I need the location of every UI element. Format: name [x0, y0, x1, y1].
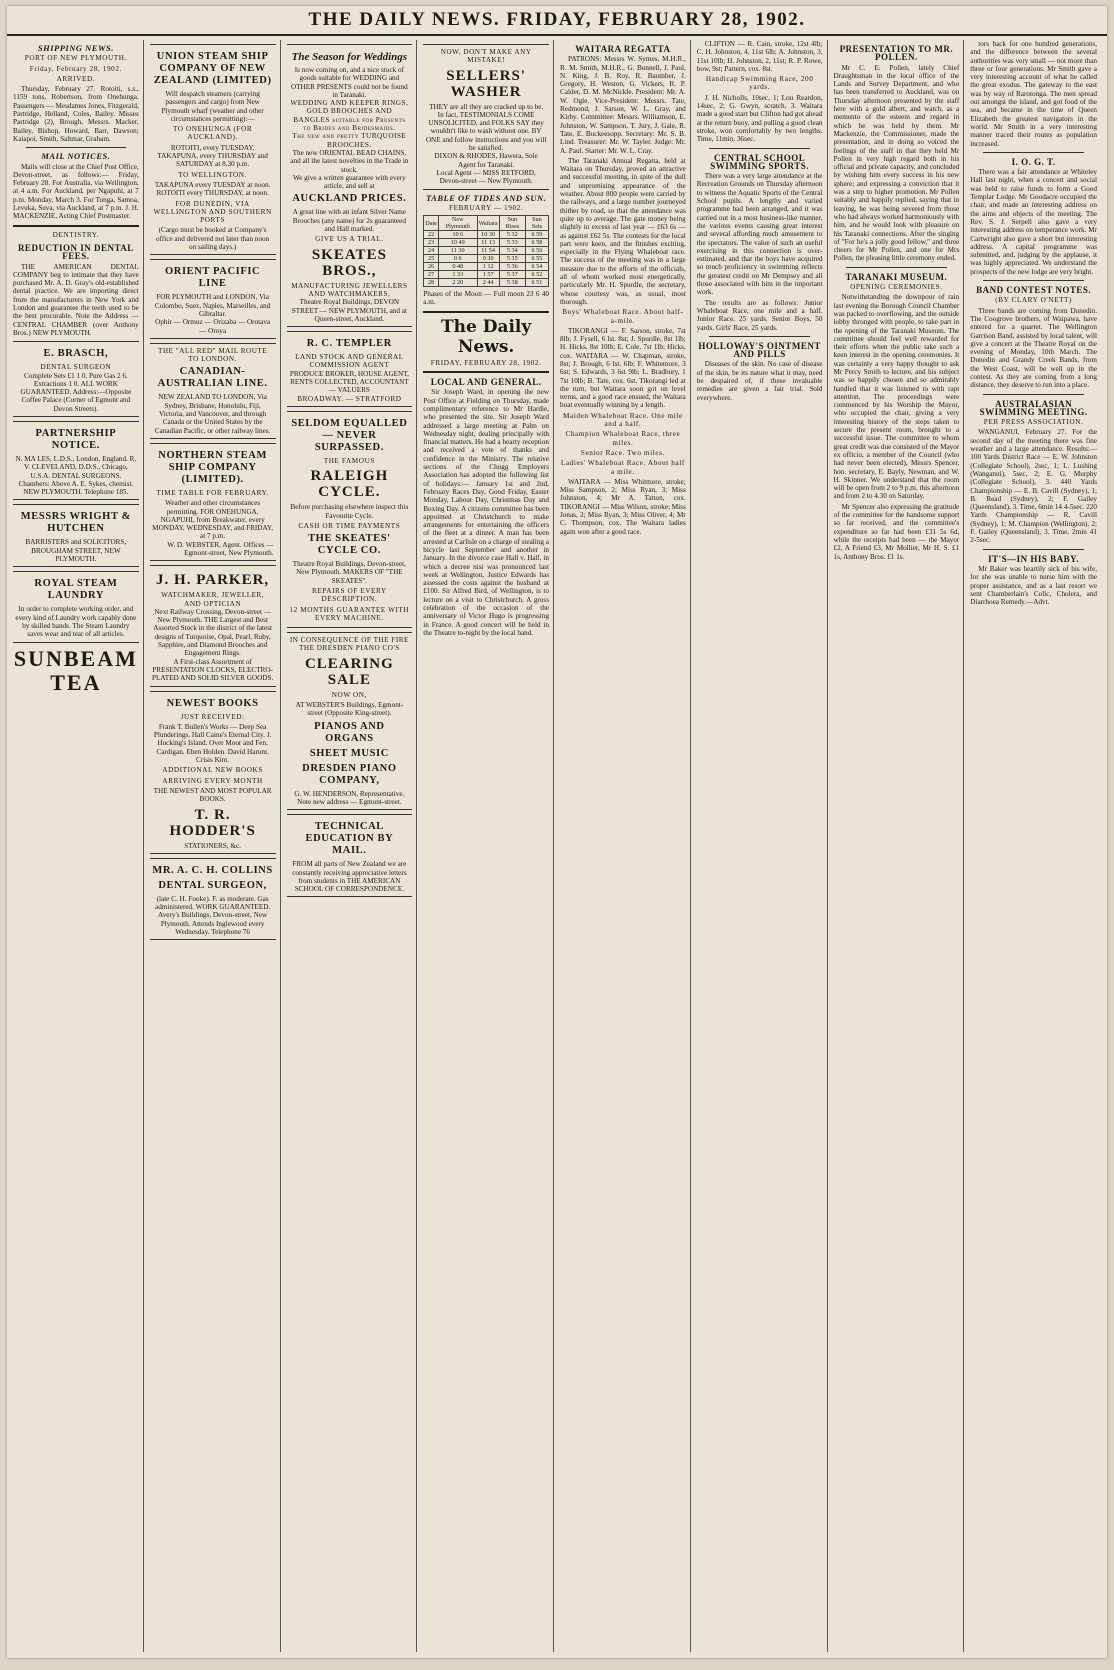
moon-phases: Phases of the Moon — Full moon 23 6 40 a.m. — [423, 290, 549, 307]
ointment-text: Diseases of the skin. No case of disease of the skin, be its nature what it may, need be despaired of, if these invaluable remedies are given a fair trial. Sold everywhere. — [696, 360, 823, 402]
table-row — [424, 247, 549, 255]
column-1 — [13, 40, 144, 1652]
tides-col-header: Waitara — [477, 216, 499, 231]
sellers-text: THEY are all they are cracked up to be. In fact, TESTIMONIALS COME UNSOLICITED, and FOLKS SAY they wouldn't like to wash without one. BY ONE and follow instructions and you will be satisfied. — [425, 102, 547, 153]
tides-col-header: New Plymouth — [438, 216, 477, 231]
parker-foot: A First-class Assortment of PRESENTATION CLOCKS, ELECTRO-PLATED AND SOLID SILVER GOODS. — [151, 657, 274, 683]
baby-ad-heading: IT'S—IN HIS BABY. — [988, 553, 1080, 564]
swimming-sports-heading: CENTRAL SCHOOL SWIMMING SPORTS. — [710, 152, 809, 171]
tides-col-header: Date — [424, 216, 439, 231]
keeper-rings: WEDDING AND KEEPER RINGS, GOLD BROOCHES AND BANGLES suitable for Presents to Brides and Bridesmaids. — [290, 99, 409, 133]
divider — [983, 549, 1084, 550]
divider — [983, 394, 1084, 395]
brasch-name: E. BRASCH, — [43, 348, 109, 360]
partnership-text: N. MA LES, L.D.S., London, England. R. V. CLEVELAND, D.D.S., Chicago, U.S.A. DENTAL SURGEONS. Chambers: Above A. E. Sykes, chemist. NEW PLYMOUTH. Telephone 185. — [15, 454, 137, 497]
table-cell: 6 58 — [525, 239, 548, 247]
watches-text: A great line with an infant Silver Name Brooches (any name) for 2s guaranteed and Hall marked. — [292, 208, 406, 234]
table-cell: 10 49 — [438, 239, 477, 247]
swimming-results: The results are as follows: Junior Whaleboat Race, one mile and a half. Junior Race, 25 yards. Senior Boys, 50 yards. Girls' Race, 25 yards. — [696, 298, 823, 332]
regatta-report: The Taranaki Annual Regatta, held at Waitara on Thursday, proved an attractive and successful meeting, in spite of the dull and unpromising appearance of the weather. About 800 people were carried by the railways, and a large number journeyed thither by road, so that the attendance was quite up to average. The gate money being slightly in excess of last year — £63 6s — as against £62 5s. The contests for the local part were keen, and the finishes exciting, especially in the Flying Whaleboat race. The success of the meeting was in a large measure due to the efforts of the officials, all of whom worked most energetically, particularly Mr. H. Spurdle, the secretary, whose courtesy was, as usual, most thorough. — [560, 156, 686, 306]
union-text: Will despatch steamers (carrying passengers and cargo) from New Plymouth wharf (weather and other circumstances permitting):— — [161, 90, 264, 123]
handicap-heading: Handicap Swimming Race, 200 yards. — [705, 75, 814, 92]
turquoise-text: The new ORIENTAL BEAD CHAINS, and all the latest novelties in the Trade in stock. — [290, 148, 409, 174]
divider — [983, 280, 1084, 281]
mail-notices-text: Mails will close at the Chief Post Office, Devon-street, as follows:— Friday, February 28. For Australia, via Wellington, at 4 a.m. For Auckland, per Ngapuhi, at 7 p.m. Monday, March 3. For Tonga, Samoa, Levuka, Suva, via Auckland, at 7 p.m. J. H. MACKENZIE, Acting Chief Postmaster. — [13, 162, 139, 221]
tides-heading: TABLE OF TIDES AND SUN. — [425, 192, 547, 203]
sunbeam-tea-ad: SUNBEAM TEA — [13, 645, 138, 695]
turquoise-heading: The new and pretty TURQUOISE BROOCHES. — [292, 132, 407, 149]
port-heading: PORT OF NEW PLYMOUTH. — [24, 54, 127, 63]
table-row — [424, 263, 549, 271]
books-heading: NEWEST BOOKS — [166, 697, 259, 709]
table-cell: 6 56 — [525, 247, 548, 255]
daily-news-date: FRIDAY, FEBRUARY 28, 1902. — [430, 358, 542, 367]
local-general-text: Sir Joseph Ward, in opening the new Post Office at Fielding on Thursday, made complimentary reference to Mr Hardie, who presented the site. Sir Joseph Ward addressed a large meeting at Palm on Wednesday night, dealing principally with financial matters. He had a hearty reception and received a vote of thanks and confidence in the Ministry. The relative sections of the Chugg Employers Association has adopted the following list of holidays:— January 1st and 2nd, February Races Day, Good Friday, Easter Monday, Labour Day, Christmas Day and Boxing Day. A citizens committee has been appointed at Christchurch to make arrangements for entertaining the officers of the fleet at a dinner. A man has been arrested at Carlisle on a charge of stealing a bicycle last September and another in January. In the divorce case Hall v. Hall, in which a decree nisi was pronounced last week at Wellington, Justice Edwards has assessed the costs against the husband at £100. Sir Alfred Bird, of Wellington, is to lecture on a visit to Christchurch. A gross celebration of the occasion of the anniversary of Victor Hugo is progressing in France. A good concert will be held in the Theatre to-night by the local band. — [423, 388, 549, 637]
wellington-text: TAKAPUNA every TUESDAY at noon. ROTOITI every THURSDAY, at noon. — [154, 180, 271, 198]
trial-text: GIVE US A TRIAL. — [315, 235, 384, 244]
tides-table — [423, 215, 549, 287]
table-cell: 5 35 — [499, 255, 525, 263]
orient-pacific-ad — [150, 259, 276, 338]
column-6 — [697, 40, 828, 1652]
shipping-news-heading: SHIPPING NEWS. — [37, 43, 114, 53]
pollen-text: Mr C. E. Pollen, lately Chief Draughtsman in the local office of the Lands and Survey Department, and who has been transferred to Auckland, was on Thursday afternoon presented by the staff here with a gold albert, and watch, as a memento of the esteem and regard in which he was held by them. Mr Mackenzie, the Commissioner, made the presentation, and in doing so voiced the feelings of the staff in that they held Mr Pollen in very high regard both in his official and private capacity, and concluded by wishing him every success in his new sphere; and expressing a conviction that it was a step to higher promotion. Mr Pollen suitably and happily replied, saying that in leaving, he was being severed from those who had always worked harmoniously with him, and he would look with pleasure on his Taranaki connections. After the singing of "For he's a jolly good fellow," and three cheers for Mr Pollen, and one for Mrs Pollen, the pleasing little ceremony ended. — [833, 63, 960, 263]
museum-continued: tors back for one hundred generations, and the difference between the several authorities was very small — not more than three or four generations. Mr Smith gave a very interesting account of what he called the great exodus. The gateway to the east was by way of Rarotonga. The men spread out amongst the island, and got food of the sea, and became in the time of Queen Elizabeth the greatest navigators in the world. Mr Smith in a very interesting manner traced their routes as population increased. — [970, 40, 1097, 148]
regatta-heading: WAITARA REGATTA — [575, 44, 671, 54]
table-row — [424, 279, 549, 287]
cash-line: CASH OR TIME PAYMENTS — [298, 521, 401, 530]
raleigh-text: Before purchasing elsewhere inspect this Favourite Cycle. — [290, 503, 409, 520]
table-row — [424, 239, 549, 247]
band-contest-heading: BAND CONTEST NOTES. — [976, 285, 1092, 296]
column-3 — [287, 40, 418, 1652]
handicap-results: J. H. Nicholls, 10sec, 1; Lou Reardon, 14sec, 2; G. Gwyn, scratch, 3. Waitara made a good start but Clifton had got ahead at the return buoy, and pulling a good clean stroke, won comfortably by two lengths. Time, 11min. 36sec. — [696, 93, 823, 144]
table-cell: 6 51 — [525, 279, 548, 287]
table-cell: 2 20 — [438, 279, 477, 287]
museum-foot: Mr Spencer also expressing the gratitude of the committee for the handsome support so far received, and the committee's expenditure so far had been £31 5s 6d, while the receipts had been — the Mayor £2, A Friend £3, Mr Mollier, Mr H. S. £1 1s, Anthony Bros. £1 1s. — [833, 502, 960, 561]
tides-col-header: Sun Rises — [499, 216, 525, 231]
museum-text: Notwithstanding the downpour of rain last evening the Borough Council Chamber was packed to overflowing, and the outside lobby thronged with people, to take part in the opening of the Taranaki Museum. The committee should feel well rewarded for their efforts when the public take such a keen interest in the opening ceremonies. It was certainly a very happy thought to ask Mr Percy Smith to lecture, and his subject was so happily chosen and so admirably handled that it was listened to with rapt attention. The proceedings were commenced by his Worship the Mayor, who occupied the chair, giving a very interesting history of the steps taken to secure the present room, brought to a successful issue. The committee to whom great credit was due consisted of the Mayor ex officio, a member of the Council (who had never been elected), Messrs Spencer, hon. secretary, E. Bayly, Newman, and W. H. Skinner. We understand that the room will be open from 2 to 9 p.m. this afternoon and from 2 to 4.30 on Saturday. — [833, 293, 960, 501]
table-cell: 24 — [424, 247, 439, 255]
pacific-heading: ORIENT PACIFIC LINE — [165, 266, 261, 290]
northern-heading: NORTHERN STEAM SHIP COMPANY (LIMITED). — [158, 449, 267, 485]
canadian-text: NEW ZEALAND TO LONDON, Via Sydney, Brisbane, Honolulu, Fiji, Victoria, and Vancouver, and through Canada or the United States by the Canadian Pacific, or other railway lines. — [154, 393, 271, 435]
boys-race-results: TIKORANGI — F. Sarson, stroke, 7st 8lb; J. Fysell, 6 lst. 8st; J. Spurdle, 8st 1lb; H. Hicks, 8st 10lb; E. Cole, 7st 1lb; Hicks, cox. WAITARA — W. Chapman, stroke, 8st; J. Brough, 6 lst. 6lb; F. Whitemore, 3 6st; S. Edwards, 3 6st 9lb; L. Bradbury, 1 7st 10lb; B. Tate, cox. 6st. Tikorangi led at the turn, but Waitara soon got on level terms, and a good race ensued, the Waitara boat eventually winning by a length. — [560, 326, 686, 410]
parker-text: Next Railway Crossing, Devon-street — New Plymouth. THE Largest and Best Assorted Stock in the district of the latest designs of Turquoise, Opal, Pearl, Ruby, Sapphire, and Diamond Brooches and Engagement Rings. — [153, 607, 273, 658]
hodder-name: T. R. HODDER'S — [169, 806, 256, 839]
parker-name: J. H. PARKER, — [156, 572, 270, 589]
partnership-heading: PARTNERSHIP NOTICE. — [35, 427, 117, 451]
table-cell: 22 — [424, 231, 439, 239]
weddings-text: Is now coming on, and a nice stock of goods suitable for WEDDING and OTHER PRESENTS could not be found in Taranaki. — [290, 66, 408, 99]
clearing-sale: CLEARING SALE — [304, 655, 394, 688]
now-on: NOW ON, — [331, 690, 367, 699]
dresden-company: DRESDEN PIANO COMPANY, — [302, 762, 397, 786]
templer-text: PRODUCE BROKER, HOUSE AGENT, RENTS COLLECTED, ACCOUNTANT — VALUERS — [289, 369, 409, 395]
table-cell: 1 12 — [477, 263, 499, 271]
brasch-ad — [13, 341, 139, 417]
clifton-crew: CLIFTON — R. Cain, stroke, 12st 4lb; C. H. Johnston, 4, 11st 6lb; A. Johnston, 3, 11st 10lb; H. Johnston, 2, 11st; R. P. Rowe, bow, 9st; Pattern, cox. 8st. — [696, 40, 823, 73]
table-cell: 0 30 — [477, 255, 499, 263]
weddings-heading: The Season for Weddings — [291, 51, 408, 63]
brasch-sub: DENTAL SURGEON — [40, 363, 112, 372]
parker-ad — [150, 565, 276, 686]
table-cell: 23 — [424, 239, 439, 247]
table-cell: 5 32 — [499, 231, 525, 239]
iogt-text: There was a fair attendance at Whiteley Hall last night, when a concert and social was held to raise funds to form a Good Templar Lodge. Mr Goodacre occupied the chair, and made an interesting address on the aims and objects of the meeting. The Rev. S. J. Serpell also gave a very interesting address on temperance work. Mr Cartwright also gave a short but interesting address. A capital programme was submitted, and, judging by the applause, it was highly appreciated. We understand the prospects of the new lodge are very bright. — [970, 168, 1097, 276]
books-text: Frank T. Bullen's Works — Deep Sea Plunderings. Hall Caine's Eternal City. J. Hocking's Island. Over Moor and Fen. Cardigan. Eben Holden. David Harum. Crisis Kim. — [153, 722, 272, 765]
table-cell: 5 37 — [499, 271, 525, 279]
dixon-line: DIXON & RHODES, Hawera, Sole Agent for Taranaki. — [434, 152, 538, 169]
sellers-heading: SELLERS' WASHER — [446, 67, 526, 100]
divider — [26, 147, 127, 148]
skeates-cycle-heading: THE SKEATES' CYCLE CO. — [308, 533, 391, 557]
templer-name: R. C. TEMPLER — [306, 338, 392, 350]
dunedin-text: (Cargo must be booked at Company's office and delivered not later than noon on sailing days.) — [156, 226, 270, 252]
divider — [983, 152, 1084, 153]
tides-col-header: Sun Sets — [525, 216, 548, 231]
pacific-rows: Ophir — Ormuz — Orizaba — Orotava — Oroya — [155, 318, 271, 335]
table-cell: 26 — [424, 263, 439, 271]
table-cell: 6 54 — [525, 263, 548, 271]
local-general-heading: LOCAL AND GENERAL. — [430, 377, 542, 388]
arriving-text: THE NEWEST AND MOST POPULAR BOOKS. — [153, 786, 272, 804]
iogt-heading: I. O. G. T. — [1011, 156, 1056, 167]
table-cell: 0 48 — [438, 263, 477, 271]
collins-ad — [150, 858, 276, 940]
column-2 — [150, 40, 281, 1652]
dresden-lead: IN CONSEQUENCE OF THE FIRE THE DRESDEN PIANO CO'S — [289, 636, 409, 653]
auckland-prices: AUCKLAND PRICES. — [292, 193, 407, 205]
skeates-sub: MANUFACTURING JEWELLERS AND WATCHMAKERS, — [291, 281, 408, 298]
maiden-race-heading: Maiden Whaleboat Race. One mile and a half. — [563, 411, 683, 429]
famous-line: THE FAMOUS — [323, 456, 375, 465]
table-cell: 11 30 — [438, 247, 477, 255]
collins-text: (late C. H. Fooke). F. as moderate. Gas administered. WORK GUARANTEED. Avery's Buildings, Devon-street, New Plymouth. Attends Inglewood every Wednesday. Telephone 76 — [155, 894, 271, 936]
books-ad — [150, 691, 276, 854]
hodder-sub: STATIONERS, &c. — [184, 841, 241, 850]
table-cell: 10 6 — [438, 231, 477, 239]
table-cell: 0 6 — [438, 255, 477, 263]
ladies-race-heading: Ladies' Whaleboat Race. About half a mile. — [560, 459, 685, 476]
repairs-line: REPAIRS OF EVERY DESCRIPTION. — [311, 586, 387, 604]
museum-subheading: OPENING CEREMONIES. — [850, 283, 943, 292]
table-cell: 6 52 — [525, 271, 548, 279]
masthead: THE DAILY NEWS. FRIDAY, FEBRUARY 28, 1902. — [7, 6, 1107, 36]
baby-ad-text: Mr Baker was heartily sick of his wife, for she was unable to nurse him with the proper assistance, and as a last resort we sent Chamberlain's Colic, Cholera, and Diarrhoea Remedy.—Advt. — [970, 564, 1097, 607]
northern-sub: TIME TABLE FOR FEBRUARY. — [156, 488, 269, 497]
swimming-meeting-sub: PER PRESS ASSOCIATION. — [983, 418, 1084, 427]
skeates-name: SKEATES BROS., — [311, 246, 387, 279]
skeates-text: Theatre Royal Buildings, DEVON STREET — NEW PLYMOUTH, and at Queen-street, Auckland. — [291, 298, 407, 323]
guarantee-line: 12 MONTHS GUARANTEE WITH EVERY MACHINE. — [289, 605, 410, 622]
divider — [423, 311, 549, 313]
table-cell: 6 59 — [525, 231, 548, 239]
dentistry-text: THE AMERICAN DENTAL COMPANY beg to intimate that they have purchased Mr. A. D. Gray's old-established dental practice. We are importing direct from the manufacturers in New York and London and guarantee the teeth used to be the best procurable. Note the Address — CENTRAL CHAMBER (over Anthony Bros.) NEW PLYMOUTH. — [13, 262, 139, 337]
wellington-heading: TO WELLINGTON. — [178, 170, 247, 179]
arrived-heading: ARRIVED. — [56, 74, 96, 83]
mail-notices-heading: MAIL NOTICES. — [41, 151, 111, 162]
table-cell: 27 — [424, 271, 439, 279]
arriving-heading: ARRIVING EVERY MONTH — [162, 776, 263, 785]
champion-race-heading: Champion Whaleboat Race, three miles. — [565, 430, 681, 447]
table-cell: 5 38 — [499, 279, 525, 287]
table-cell: 5 33 — [499, 239, 525, 247]
regatta-officials: PATRONS: Messrs W. Symes, M.H.R., R. M. Smith, M.H.R., G. Bunnell, J. Paul, N. King, J. B. Roy, R. Baumber, J. Gregory, H. Weston, G. Vickers, R. P. Calder, D. M. McNickle. President: Mr. A. W. Ogle. Vice-President: Messrs. Tate, Redmond, J. Sarson, W. L. Gray, and Kirby. Committee: Messrs. Williamson, E. Johnston, W. Sampson, T. Jury, J. Gale, R. Tate, E. Buckeesopp. Secretary: Mr. S. B. Lind. Treasurer: Mr. W. Tayler. Judge: Mr. A. Paul. Starter: Mr. W. L. Cray. — [560, 55, 686, 155]
northern-text: Weather and other circumstances permitting. FOR ONEHUNGA. NGAPUHI, from Breakwater, every MONDAY, WEDNESDAY, and FRIDAY, at 7 p.m. — [152, 499, 274, 541]
table-cell: 1 57 — [477, 271, 499, 279]
wright-text: BARRISTERS and SOLICITORS, BROUGHAM STREET, NEW PLYMOUTH. — [25, 538, 127, 564]
table-cell: 11 54 — [477, 247, 499, 255]
table-cell: 2 44 — [477, 279, 499, 287]
technical-ad — [287, 814, 413, 897]
canadian-ad — [150, 343, 276, 439]
dentistry-heading: DENTISTRY. — [52, 230, 100, 239]
laundry-heading: ROYAL STEAM LAUNDRY — [34, 578, 118, 602]
laundry-ad — [13, 571, 139, 642]
onehunga-heading: TO ONEHUNGA (FOR AUCKLAND). — [172, 125, 253, 142]
dresden-ad — [287, 632, 413, 810]
daily-news-nameplate: The Daily News. — [440, 316, 532, 357]
collins-sub: DENTAL SURGEON, — [158, 879, 267, 891]
museum-heading: TARANAKI MUSEUM. — [845, 271, 948, 282]
collins-name: MR. A. C. H. COLLINS — [152, 864, 273, 876]
dresden-agent: G. W. HENDERSON, Representative. Note new address — Egmont-street. — [294, 789, 405, 806]
sellers-lead: NOW, DON'T MAKE ANY MISTAKE! — [440, 48, 532, 65]
additional-books-heading: ADDITIONAL NEW BOOKS — [162, 766, 263, 775]
union-steamship-ad — [150, 44, 276, 255]
dunedin-heading: FOR DUNEDIN, VIA WELLINGTON AND SOUTHERN PORTS — [153, 199, 272, 225]
column-7 — [834, 40, 965, 1652]
senior-race-heading: Senior Race. Two miles. — [580, 448, 665, 457]
templer-ad — [287, 331, 413, 407]
date-line: Friday, February 28, 1902. — [29, 64, 122, 73]
guarantee-text: We give a written guarantee with every article, and sell at — [292, 173, 406, 191]
northern-ad — [150, 443, 276, 561]
broadway-line: BROADWAY. — STRATFORD — [297, 394, 402, 403]
ointment-heading: HOLLOWAY'S OINTMENT AND PILLS — [698, 340, 821, 360]
dentistry-subheading: REDUCTION IN DENTAL FEES. — [17, 242, 134, 262]
table-cell: 11 13 — [477, 239, 499, 247]
table-row — [424, 271, 549, 279]
dresden-text: AT WEBSTER'S Buildings, Egmont-street (Opposite King-street). — [295, 701, 404, 718]
table-cell: 10 30 — [477, 231, 499, 239]
divider — [423, 371, 549, 373]
divider — [846, 267, 947, 268]
tides-subheading: FEBRUARY — 1902. — [449, 203, 524, 212]
pacific-text: FOR PLYMOUTH and LONDON, Via Colombo, Suez, Naples, Marseilles, and Gibraltar. — [154, 293, 271, 318]
table-row — [424, 231, 549, 239]
table-cell: 28 — [424, 279, 439, 287]
parker-sub: WATCHMAKER, JEWELLER, AND OPTICIAN — [161, 591, 265, 608]
raleigh-ad — [287, 411, 413, 628]
skeates-cycle-text: Theatre Royal Buildings, Devon-street, New Plymouth. MAKERS OF "THE SKEATES". — [292, 560, 406, 585]
wright-ad — [13, 504, 139, 567]
columns-grid — [13, 40, 1101, 1652]
wright-heading: MESSRS WRIGHT & HUTCHEN — [20, 511, 131, 535]
canadian-heading: CANADIAN-AUSTRALIAN LINE. — [157, 366, 268, 390]
tides-header-row — [424, 216, 549, 231]
band-contest-text: Three bands are coming from Dunedin. The Coogrove brothers, of Waipawa, have entered for a quartet. The Wellington Garrison Band, assisted by local talent, will give a concert at the Theatre Royal on the evening of Monday, 10th March. The Dunedin and Grandy Creek Bands, from the West Coast, will be well up in the contest. As they are coming from a long distance, they deserve to run into a place. — [970, 306, 1097, 390]
table-cell: 5 36 — [499, 263, 525, 271]
column-8 — [970, 40, 1101, 1652]
ladies-race-results: WAITARA — Miss Whitmore, stroke; Miss Sampson, 2; Miss Ryan, 3; Miss Johnston, 4; Mr A. Tatton, cox. TIKORANGI — Miss Wilson, stroke; Miss Jonas, 2; Miss Ryan, 3; Miss Oliver, 4; Mr C. Thompson, cox. The Waitara ladies again won after a good race. — [560, 477, 686, 536]
arrived-text: Thursday, February 27. Rotoiti, s.s., 1159 tons, Robertson, from Onehunga. Passengers — Mesdames Jones, Fitzgerald, Partridge, Helland, Coles, Bailey. Misses Partridge (2), Brough, Messrs. Macker, Bailey, Bishop, Howard, Barr, Dawson; Kaiapoi, Smith, Saltmar, Graham. — [13, 85, 139, 143]
swimming-sports-text: There was a very large attendance at the Recreation Grounds on Thursday afternoon to witness the Aquatic Sports of the Central School pupils. A lengthy and varied programme had been arranged, and it was carried out in a most business-like manner, the various events causing great interest and several affording much amusement to the spectators. The value of such an useful exercising in this connection is over-estimated, and that the boys have acquired so much proficiency in swimming reflects the greatest credit on Mr Dempsey and all those associated with him in the important work. — [696, 172, 823, 297]
swimming-meeting-heading: AUSTRALASIAN SWIMMING MEETING. — [979, 398, 1088, 417]
table-row — [424, 255, 549, 263]
column-4 — [423, 40, 554, 1652]
raleigh-heading: RALEIGH CYCLE. — [310, 468, 389, 501]
table-cell: 6 55 — [525, 255, 548, 263]
onehunga-text: ROTOITI, every TUESDAY. TAKAPUNA, every THURSDAY and SATURDAY at 8.30 p.m. — [157, 143, 268, 169]
table-cell: 1 33 — [438, 271, 477, 279]
allred-heading: THE "ALL RED" MAIL ROUTE TO LONDON. — [158, 346, 268, 364]
divider — [709, 336, 810, 337]
local-agent-line: Local Agent — MISS RETFORD, Devon-street — New Plymouth. — [436, 168, 536, 186]
divider — [13, 225, 139, 227]
boys-race-heading: Boys' Whaleboat Race. About half-a-mile. — [562, 308, 684, 325]
column-5 — [560, 40, 691, 1652]
union-heading: UNION STEAM SHIP COMPANY OF NEW ZEALAND (LIMITED) — [153, 51, 272, 86]
technical-text: FROM all parts of New Zealand we are constantly receiving appreciative letters from students in THE AMERICAN SCHOOL OF CORRESPONDENCE. — [292, 860, 407, 894]
table-cell: 25 — [424, 255, 439, 263]
partnership-ad — [13, 421, 139, 500]
sheet-music-heading: SHEET MUSIC — [309, 747, 389, 759]
technical-heading: TECHNICAL EDUCATION BY MAIL. — [305, 821, 394, 857]
newspaper-page — [7, 6, 1107, 1658]
brasch-text: Complete Sets £1 1 0. Pure Gas 2 6. Extractions 1 0. ALL WORK GUARANTEED. Address:—Opposite Coffee Palace (Corner of Egmont and Devon Streets). — [20, 371, 132, 413]
weddings-ad — [287, 44, 413, 327]
seldom-line: SELDOM EQUALLED — NEVER SURPASSED. — [291, 417, 408, 453]
northern-agent: W. D. WEBSTER, Agent. Offices — Egmont-street, New Plymouth. — [167, 540, 274, 557]
swimming-meeting-text: WANGANUI, February 27. For the second day of the meeting there was fine weather and a large attendance. Results:— 100 Yards District Race — E. W. Johnston (Collegiate School), 2sec, 1; L. Lushing (Wanganui), 5sec, 2; E. G. Murphy (Collegiate School), 3. 440 Yards Championship — E. B. Cavill (Sydney), 1; B. Read (Sydney), 2; F. Gailey (Queensland), 3. Time, 6min 14 4-5sec. 220 Yards Championship — R. Cavill (Sydney), 1; M. Champion (Wellington), 2; F. Gailey (Queensland), 3. Time, 2min 41 2-5sec. — [970, 428, 1097, 545]
laundry-text: In order to complete working order, and every kind of Laundry work capably done by skilled hands. The Steam Laundry saves wear and tear of all articles. — [15, 605, 137, 639]
pianos-heading: PIANOS AND ORGANS — [314, 720, 385, 744]
sellers-washer-ad — [423, 44, 549, 190]
templer-sub: LAND STOCK AND GENERAL COMMISSION AGENT — [295, 353, 404, 370]
pollen-heading: PRESENTATION TO MR. POLLEN. — [839, 44, 954, 63]
table-cell: 5 34 — [499, 247, 525, 255]
divider — [709, 148, 810, 149]
band-contest-byline: (BY CLARY O'NETT) — [995, 296, 1073, 305]
books-sub: JUST RECEIVED: — [180, 712, 245, 721]
